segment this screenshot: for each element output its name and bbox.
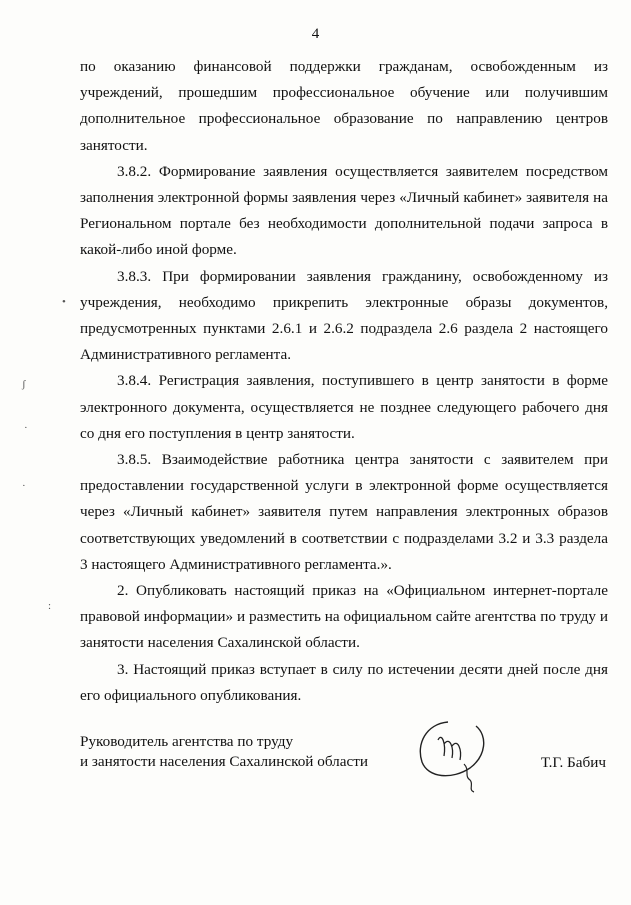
scan-speck: ·	[24, 422, 28, 434]
signatory-title-line1: Руководитель агентства по труду	[80, 733, 294, 750]
paragraph-continuation: по оказанию финансовой поддержки гражданам, освобожденным из учреждений, прошедшим профессиональное обучение или получившим дополнительное профессиональное образование по направлению центров занятости.	[80, 58, 608, 154]
signature-block	[80, 732, 608, 802]
scan-speck: ·	[22, 480, 26, 492]
document-body	[80, 54, 608, 709]
scan-speck: ʃ	[22, 378, 26, 390]
scan-speck: :	[48, 600, 52, 612]
signatory-title-line2: и занятости населения Сахалинской области	[80, 753, 368, 770]
paragraph-3-8-3: 3.8.3. При формировании заявления гражданину, освобожденному из учреждения, необходимо прикрепить электронные образы документов, предусмотренных пунктами 2.6.1 и 2.6.2 подраздела 2.6 раздела 2 настоящего Административного регламента.	[80, 267, 608, 364]
paragraph-item-2: 2. Опубликовать настоящий приказ на «Официальном интернет-портале правовой информации» и разместить на официальном сайте агентства по труду и занятости населения Сахалинской области.	[80, 582, 608, 652]
signatory-title	[80, 732, 400, 772]
signatory-name: Т.Г. Бабич	[540, 754, 606, 771]
paragraph-item-3: 3. Настоящий приказ вступает в силу по истечении десяти дней после дня его официального опубликования.	[80, 660, 608, 704]
paragraph-3-8-5: 3.8.5. Взаимодействие работника центра занятости с заявителем при предоставлении государственной услуги в электронной форме осуществляется через «Личный кабинет» заявителя путем направления электронных образов соответствующих уведомлений в соответствии с подразделами 3.2 и 3.3 раздела 3 настоящего Административного регламента.».	[80, 451, 608, 573]
paragraph-3-8-4: 3.8.4. Регистрация заявления, поступившего в центр занятости в форме электронного документа, осуществляется не позднее следующего рабочего дня со дня его поступления в центр занятости.	[80, 372, 608, 442]
handwritten-signature	[408, 714, 508, 794]
page-number: 4	[311, 26, 320, 42]
scan-speck: •	[62, 296, 66, 308]
paragraph-3-8-2: 3.8.2. Формирование заявления осуществляется заявителем посредством заполнения электронной формы заявления через «Личный кабинет» заявителя на Региональном портале без необходимости дополнительной подачи запроса в какой-либо иной форме.	[80, 162, 608, 259]
